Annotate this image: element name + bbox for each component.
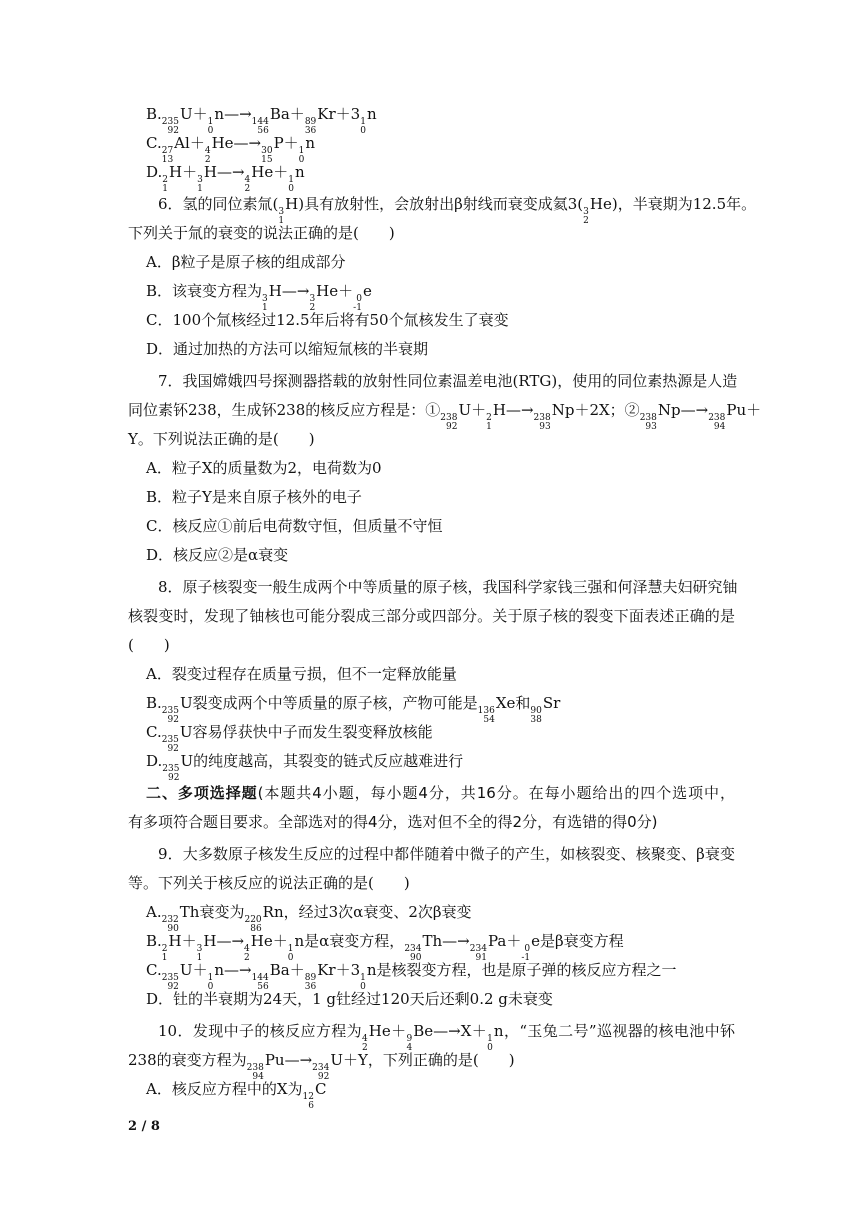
atomic-number: 1 bbox=[196, 953, 203, 963]
atomic-number: 92 bbox=[167, 982, 179, 992]
nuclide-np bbox=[534, 396, 575, 432]
element-symbol: Ba bbox=[269, 105, 290, 123]
text-segment: )，半衰期为12.5年。 bbox=[611, 195, 757, 213]
text-segment: ＋ bbox=[289, 961, 305, 979]
q9-option-d bbox=[128, 982, 735, 1014]
element-symbol: Kr bbox=[317, 105, 336, 123]
atomic-number: 92 bbox=[167, 715, 179, 725]
q5-option-b bbox=[128, 100, 735, 136]
mass-number: 220 bbox=[244, 915, 262, 925]
mass-number: 234 bbox=[312, 1063, 330, 1073]
nuclide-numbers bbox=[478, 707, 495, 725]
mass-number: 144 bbox=[251, 973, 269, 983]
element-symbol: U bbox=[179, 694, 193, 712]
mass-number: 1 bbox=[487, 1034, 493, 1044]
q9-option-a bbox=[128, 898, 735, 934]
q9-option-b bbox=[128, 924, 735, 963]
q8-option-a bbox=[128, 660, 735, 689]
text-segment: ＋ bbox=[192, 105, 208, 123]
text-segment: 和 bbox=[515, 694, 531, 712]
text-segment: D. bbox=[146, 163, 163, 181]
element-symbol: U bbox=[179, 961, 193, 979]
element-symbol: n bbox=[294, 932, 305, 950]
element-symbol: n bbox=[366, 105, 377, 123]
nuclide-numbers bbox=[486, 414, 492, 432]
nuclide-u bbox=[440, 396, 471, 432]
q9-option-c bbox=[128, 953, 735, 992]
q8-option-d bbox=[128, 744, 735, 783]
nuclide-h bbox=[197, 155, 217, 194]
nuclide-h bbox=[161, 155, 183, 194]
atomic-number: 0 bbox=[207, 982, 214, 992]
nuclide-numbers bbox=[534, 414, 551, 432]
element-symbol: C bbox=[314, 1080, 327, 1098]
atomic-number: 2 bbox=[362, 1043, 368, 1053]
nuclide-numbers bbox=[640, 414, 657, 432]
text-segment: 是α衰变方程， bbox=[304, 932, 405, 950]
atomic-number: 15 bbox=[261, 155, 273, 165]
section-2-description-line-2: 有多项符合题目要求。全部选对的得4分，选对但不全的得2分，有选错的得0分) bbox=[128, 813, 658, 831]
atomic-number: 0 bbox=[288, 184, 294, 194]
atomic-number: 0 bbox=[287, 953, 294, 963]
element-symbol: n bbox=[214, 105, 225, 123]
text-segment: A．裂变过程存在质量亏损，但不一定释放能量 bbox=[146, 665, 457, 683]
nuclide-numbers bbox=[708, 414, 725, 432]
text-segment: ＋ bbox=[746, 401, 762, 419]
element-symbol: H bbox=[285, 195, 299, 213]
atomic-number: 2 bbox=[244, 953, 250, 963]
text-segment: ＋ bbox=[189, 134, 205, 152]
text-segment: ＋ bbox=[182, 163, 198, 181]
q8-stem-line-2 bbox=[128, 602, 735, 631]
q6-stem-line-1 bbox=[128, 190, 757, 226]
mass-number: 235 bbox=[162, 764, 180, 774]
atomic-number: -1 bbox=[521, 953, 531, 963]
text-segment: Y。下列说法正确的是( ) bbox=[128, 430, 315, 448]
text-segment: ＋Y，下列正确的是( ) bbox=[343, 1051, 515, 1069]
element-symbol: n bbox=[214, 961, 224, 979]
q7-option-a bbox=[128, 454, 735, 483]
q10-option-a bbox=[128, 1072, 735, 1111]
mass-number: 1 bbox=[288, 175, 294, 185]
q6-option-d bbox=[128, 335, 735, 364]
atomic-number: 2 bbox=[204, 155, 211, 165]
q5-option-d bbox=[128, 155, 735, 194]
text-segment: ＋ bbox=[272, 932, 288, 950]
text-segment: A．β粒子是原子核的组成部分 bbox=[146, 253, 346, 271]
text-segment: ＋ bbox=[273, 163, 289, 181]
q10-stem-line-1 bbox=[128, 1017, 735, 1053]
atomic-number: 92 bbox=[168, 773, 180, 783]
element-symbol: H bbox=[168, 932, 182, 950]
element-symbol: Kr bbox=[317, 961, 336, 979]
text-segment: ＋ bbox=[506, 932, 522, 950]
text-segment: ＋ bbox=[390, 1022, 407, 1040]
element-symbol: U bbox=[179, 105, 193, 123]
text-segment: 6．氢的同位素氚( bbox=[158, 195, 279, 213]
element-symbol: n bbox=[294, 163, 305, 181]
text-segment: 等。下列关于核反应的说法正确的是( ) bbox=[128, 874, 410, 892]
element-symbol: He bbox=[589, 195, 612, 213]
text-segment: 10．发现中子的核反应方程为 bbox=[158, 1022, 363, 1040]
text-segment: B．粒子Y是来自原子核外的电子 bbox=[146, 488, 362, 506]
text-segment: 裂变成两个中等质量的原子核，产物可能是 bbox=[192, 694, 478, 712]
atomic-number: 2 bbox=[244, 184, 251, 194]
mass-number: 2 bbox=[162, 175, 168, 185]
nuclide-pu bbox=[708, 396, 746, 432]
mass-number: 136 bbox=[477, 706, 495, 716]
element-symbol: Th bbox=[179, 903, 200, 921]
element-symbol: Pu bbox=[726, 401, 747, 419]
mass-number: 235 bbox=[161, 117, 179, 127]
atomic-number: 56 bbox=[257, 126, 269, 136]
text-segment: —→X＋ bbox=[433, 1022, 488, 1040]
mass-number: 1 bbox=[360, 973, 366, 983]
text-segment: 容易俘获快中子而发生裂变释放核能 bbox=[192, 723, 433, 741]
element-symbol: Np bbox=[551, 401, 575, 419]
atomic-number: 0 bbox=[487, 1043, 493, 1053]
mass-number: 238 bbox=[639, 413, 657, 423]
atomic-number: 0 bbox=[298, 155, 305, 165]
atomic-number: 54 bbox=[483, 715, 495, 725]
q7-option-c bbox=[128, 512, 735, 541]
mass-number: 3 bbox=[309, 294, 316, 304]
text-segment: C. bbox=[146, 723, 162, 741]
element-symbol: H bbox=[203, 163, 217, 181]
text-segment: C．核反应①前后电荷数守恒，但质量不守恒 bbox=[146, 517, 443, 535]
text-segment: 的纯度越高，其裂变的链式反应越难进行 bbox=[193, 752, 464, 770]
atomic-number: 93 bbox=[645, 422, 657, 432]
mass-number: 1 bbox=[207, 973, 214, 983]
element-symbol: U bbox=[458, 401, 472, 419]
text-segment: 是核裂变方程，也是原子弹的核反应方程之一 bbox=[376, 961, 677, 979]
text-segment: D．钍的半衰期为24天，1 g钍经过120天后还剩0.2 g未衰变 bbox=[146, 990, 553, 1008]
element-symbol: He bbox=[368, 1022, 391, 1040]
nuclide-h bbox=[486, 396, 506, 432]
text-segment: —→ bbox=[281, 282, 310, 300]
mass-number: 12 bbox=[302, 1092, 314, 1102]
text-segment: —→ bbox=[442, 932, 470, 950]
text-segment: ，“玉兔二号”巡视器的核电池中钚 bbox=[503, 1022, 735, 1040]
text-segment: —→ bbox=[224, 105, 252, 123]
atomic-number: 92 bbox=[167, 744, 179, 754]
element-symbol: He bbox=[316, 282, 339, 300]
mass-number: 235 bbox=[161, 706, 179, 716]
text-segment: C. bbox=[146, 961, 162, 979]
text-segment: 核裂变时，发现了铀核也可能分裂成三部分或四部分。关于原子核的裂变下面表述正确的是 bbox=[128, 607, 735, 625]
element-symbol: n bbox=[305, 134, 316, 152]
text-segment: ＋ bbox=[192, 961, 208, 979]
mass-number: 4 bbox=[362, 1034, 368, 1044]
atomic-number: 90 bbox=[410, 953, 422, 963]
text-segment: —→ bbox=[216, 163, 245, 181]
atomic-number: 90 bbox=[167, 924, 179, 934]
text-segment: —→ bbox=[216, 932, 245, 950]
q10-stem-line-2 bbox=[128, 1043, 735, 1082]
text-segment: )具有放射性，会放射出β射线而衰变成氦3( bbox=[298, 195, 584, 213]
q7-stem-line-2 bbox=[128, 396, 762, 432]
mass-number: 4 bbox=[244, 175, 251, 185]
mass-number: 90 bbox=[530, 706, 542, 716]
text-segment: D．核反应②是α衰变 bbox=[146, 546, 289, 564]
element-symbol: P bbox=[273, 134, 284, 152]
q9-stem-line-2 bbox=[128, 869, 735, 898]
nuclide-n bbox=[288, 155, 305, 194]
nuclide-c bbox=[302, 1072, 330, 1111]
text-segment: 衰变为 bbox=[199, 903, 245, 921]
text-segment: C．100个氚核经过12.5年后将有50个氚核发生了衰变 bbox=[146, 311, 509, 329]
mass-number: 232 bbox=[161, 915, 179, 925]
mass-number: 9 bbox=[406, 1034, 413, 1044]
nuclide-n bbox=[360, 100, 376, 136]
nuclide-numbers bbox=[303, 1093, 314, 1111]
mass-number: 235 bbox=[161, 973, 179, 983]
atomic-number: 38 bbox=[530, 715, 542, 725]
nuclide-xe bbox=[478, 689, 516, 725]
text-segment: ＋3 bbox=[335, 105, 361, 123]
element-symbol: U bbox=[179, 723, 193, 741]
element-symbol: Xe bbox=[495, 694, 516, 712]
nuclide-numbers bbox=[583, 208, 589, 226]
element-symbol: Pu bbox=[264, 1051, 285, 1069]
mass-number: 3 bbox=[197, 175, 203, 185]
text-segment: —→ bbox=[223, 961, 252, 979]
text-segment: ＋ bbox=[471, 401, 487, 419]
text-segment: —→ bbox=[233, 134, 262, 152]
mass-number: 3 bbox=[262, 294, 268, 304]
nuclide-np bbox=[640, 396, 681, 432]
q8-stem-line-1 bbox=[128, 573, 738, 602]
mass-number: 2 bbox=[161, 944, 168, 954]
atomic-number: 92 bbox=[446, 422, 458, 432]
element-symbol: H bbox=[268, 282, 282, 300]
mass-number: 3 bbox=[583, 207, 589, 217]
element-symbol: n bbox=[366, 961, 377, 979]
atomic-number: 1 bbox=[262, 303, 268, 313]
text-segment: A. bbox=[146, 903, 162, 921]
atomic-number: 36 bbox=[304, 982, 317, 992]
mass-number: 234 bbox=[469, 944, 487, 954]
atomic-number: 13 bbox=[161, 155, 174, 165]
element-symbol: H bbox=[203, 932, 217, 950]
mass-number: 3 bbox=[278, 207, 285, 217]
atomic-number: 86 bbox=[250, 924, 262, 934]
q5-option-c bbox=[128, 126, 735, 165]
text-segment: ＋ bbox=[338, 282, 354, 300]
atomic-number: 2 bbox=[309, 303, 316, 313]
text-segment: —→ bbox=[284, 1051, 313, 1069]
text-segment: ＋ bbox=[289, 105, 305, 123]
mass-number: 27 bbox=[161, 146, 174, 156]
text-segment: —→ bbox=[505, 401, 534, 419]
text-segment: ＋ bbox=[283, 134, 299, 152]
nuclide-numbers bbox=[360, 118, 366, 136]
mass-number: 2 bbox=[486, 413, 492, 423]
mass-number: 0 bbox=[356, 294, 362, 304]
atomic-number: 92 bbox=[317, 1072, 330, 1082]
mass-number: 3 bbox=[196, 944, 203, 954]
text-segment: B．该衰变方程为 bbox=[146, 282, 263, 300]
text-segment: D. bbox=[146, 752, 163, 770]
section-2-title: 二、多项选择题 bbox=[146, 784, 258, 802]
element-symbol: e bbox=[531, 932, 540, 950]
element-symbol: n bbox=[493, 1022, 504, 1040]
atomic-number: 94 bbox=[252, 1072, 264, 1082]
element-symbol: Al bbox=[174, 134, 190, 152]
element-symbol: Sr bbox=[542, 694, 561, 712]
nuclide-numbers bbox=[440, 414, 457, 432]
mass-number: 4 bbox=[204, 146, 211, 156]
element-symbol: Ba bbox=[269, 961, 290, 979]
mass-number: 238 bbox=[246, 1063, 264, 1073]
nuclide-he bbox=[583, 190, 612, 226]
text-segment: A．粒子X的质量数为2，电荷数为0 bbox=[146, 459, 382, 477]
q6-stem-line-2 bbox=[128, 216, 735, 248]
element-symbol: U bbox=[180, 752, 194, 770]
q7-option-d bbox=[128, 541, 735, 570]
element-symbol: He bbox=[251, 163, 274, 181]
q6-option-b bbox=[128, 277, 735, 313]
text-segment: D．通过加热的方法可以缩短氚核的半衰期 bbox=[146, 340, 429, 358]
atomic-number: 1 bbox=[197, 184, 203, 194]
element-symbol: H bbox=[492, 401, 506, 419]
q6-option-c bbox=[128, 303, 735, 335]
element-symbol: H bbox=[169, 163, 183, 181]
atomic-number: 0 bbox=[207, 126, 214, 136]
text-segment: ＋ bbox=[181, 932, 197, 950]
atomic-number: 36 bbox=[304, 126, 317, 136]
mass-number: 234 bbox=[404, 944, 422, 954]
text-segment: B. bbox=[146, 105, 162, 123]
text-segment: C. bbox=[146, 134, 162, 152]
element-symbol: Pa bbox=[487, 932, 507, 950]
mass-number: 144 bbox=[251, 117, 269, 127]
text-segment: 同位素钚238，生成钚238的核反应方程是：① bbox=[128, 401, 441, 419]
element-symbol: Rn bbox=[262, 903, 284, 921]
atomic-number: 1 bbox=[486, 422, 492, 432]
element-symbol: Np bbox=[657, 401, 681, 419]
mass-number: 1 bbox=[298, 146, 305, 156]
mass-number: 238 bbox=[708, 413, 726, 423]
section-2-heading bbox=[128, 779, 735, 808]
text-segment: ＋2X；② bbox=[574, 401, 640, 419]
q8-stem-line-3 bbox=[128, 631, 735, 660]
text-segment: ( ) bbox=[128, 636, 170, 654]
mass-number: 30 bbox=[261, 146, 273, 156]
atomic-number: 4 bbox=[406, 1043, 413, 1053]
atomic-number: 92 bbox=[167, 126, 179, 136]
atomic-number: 1 bbox=[161, 953, 168, 963]
q7-stem-line-1 bbox=[128, 367, 738, 396]
mass-number: 238 bbox=[440, 413, 458, 423]
text-segment: 是β衰变方程 bbox=[540, 932, 624, 950]
text-segment: 238的衰变方程为 bbox=[128, 1051, 247, 1069]
atomic-number: 1 bbox=[278, 216, 285, 226]
element-symbol: Be bbox=[413, 1022, 434, 1040]
q7-option-b bbox=[128, 483, 735, 512]
mass-number: 1 bbox=[360, 117, 366, 127]
text-segment: B. bbox=[146, 932, 162, 950]
nuclide-u bbox=[162, 744, 194, 783]
text-segment: ＋3 bbox=[335, 961, 361, 979]
atomic-number: 1 bbox=[162, 184, 168, 194]
mass-number: 89 bbox=[304, 973, 317, 983]
atomic-number: 2 bbox=[583, 216, 589, 226]
element-symbol: e bbox=[362, 282, 372, 300]
mass-number: 4 bbox=[244, 944, 250, 954]
mass-number: 238 bbox=[533, 413, 551, 423]
q6-option-a bbox=[128, 248, 735, 277]
nuclide-numbers bbox=[530, 707, 541, 725]
nuclide-he bbox=[244, 155, 274, 194]
atomic-number: -1 bbox=[353, 303, 362, 313]
q8-option-c bbox=[128, 715, 735, 754]
mass-number: 1 bbox=[207, 117, 214, 127]
text-segment: —→ bbox=[680, 401, 709, 419]
text-segment: A．核反应方程中的X为 bbox=[146, 1080, 303, 1098]
nuclide-sr bbox=[530, 689, 560, 725]
atomic-number: 56 bbox=[257, 982, 269, 992]
page-number: 2 / 8 bbox=[128, 1119, 160, 1134]
q8-option-b bbox=[128, 689, 735, 725]
element-symbol: He bbox=[250, 932, 273, 950]
mass-number: 235 bbox=[161, 735, 179, 745]
text-segment: 8．原子核裂变一般生成两个中等质量的原子核，我国科学家钱三强和何泽慧夫妇研究铀 bbox=[158, 578, 738, 596]
mass-number: 0 bbox=[524, 944, 531, 954]
atomic-number: 6 bbox=[308, 1101, 314, 1111]
text-segment: 7．我国嫦娥四号探测器搭载的放射性同位素温差电池(RTG)，使用的同位素热源是人造 bbox=[158, 372, 738, 390]
text-segment: ，经过3次α衰变、2次β衰变 bbox=[283, 903, 472, 921]
mass-number: 1 bbox=[287, 944, 294, 954]
section-2-description-line-1: (本题共4小题，每小题4分，共16分。在每小题给出的四个选项中， bbox=[257, 784, 735, 802]
atomic-number: 93 bbox=[539, 422, 551, 432]
text-segment: 下列关于氚的衰变的说法正确的是( ) bbox=[128, 224, 395, 242]
element-symbol: He bbox=[211, 134, 234, 152]
atomic-number: 91 bbox=[475, 953, 487, 963]
mass-number: 89 bbox=[304, 117, 317, 127]
text-segment: B. bbox=[146, 694, 162, 712]
q9-stem-line-1 bbox=[128, 840, 735, 869]
element-symbol: Th bbox=[422, 932, 443, 950]
atomic-number: 0 bbox=[360, 126, 366, 136]
text-segment: 9．大多数原子核发生反应的过程中都伴随着中微子的产生，如核裂变、核聚变、β衰变 bbox=[158, 845, 735, 863]
atomic-number: 0 bbox=[360, 982, 366, 992]
atomic-number: 94 bbox=[713, 422, 726, 432]
element-symbol: U bbox=[330, 1051, 344, 1069]
